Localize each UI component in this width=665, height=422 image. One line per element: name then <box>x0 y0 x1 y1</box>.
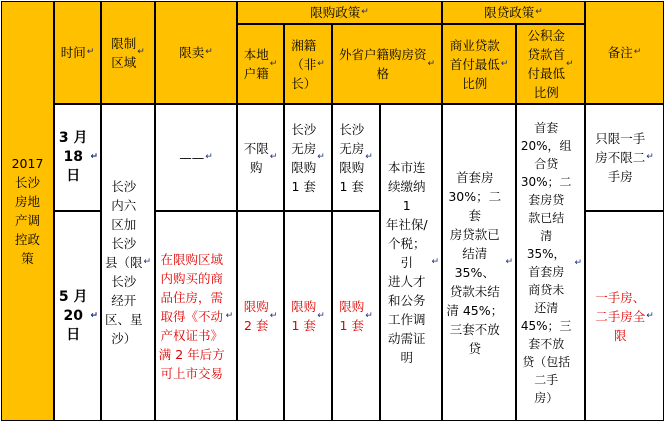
group-header-purchase-limit: 限购政策 ↵ <box>237 1 442 24</box>
row-may20-hunan-text: 限购 1 套 <box>291 299 317 333</box>
header-hunan-household: 湘籍 （非 长） ↵ <box>284 24 332 104</box>
row-march18-time: 3 月 18 日 ↵ <box>54 104 101 211</box>
header-time: 时间 ↵ <box>54 1 101 104</box>
header-provident-fund: 公积金 贷款首 付最低 比例 ↵ <box>516 24 585 104</box>
row-may20-out-of-province-text: 限购 1 套 <box>339 299 365 333</box>
shared-provident-fund-text: 首套 20%，组 合贷 30%；二 套房贷 款已结 清 35%， 首套房 商贷未 还清 45%；三 套不放 贷（包括 二手 房） <box>520 120 572 405</box>
header-remarks: 备注 ↵ <box>585 1 664 104</box>
header-hunan-household-text: 湘籍 （非 长） <box>291 37 317 91</box>
header-sale-limit: 限卖 ↵ <box>155 1 237 104</box>
header-provident-fund-text: 公积金 贷款首 付最低 比例 <box>527 28 565 100</box>
group-header-purchase-limit-text: 限购政策 <box>310 5 361 20</box>
row-march18-out-of-province: 长沙 无房 限购 1 套 ↵ <box>332 104 380 211</box>
policy-row-label-text: 2017 长沙 房地 产调 控政 策 <box>11 156 44 266</box>
header-local-household: 本地 户籍 ↵ <box>237 24 284 104</box>
shared-provident-fund: 首套 20%，组 合贷 30%；二 套房贷 款已结 清 35%， 首套房 商贷未 还清 45%；三 套不放 贷（包括 二手 房） ↵ <box>516 104 585 421</box>
shared-commercial-loan-text: 首套房 30%；二套 房贷款已 结清 35%、 贷款未结 清 45%； 三套不放 贷 <box>446 169 504 356</box>
row-march18-sale-limit: —— ↵ <box>155 104 237 211</box>
header-restricted-area-text: 限制 区域 <box>111 35 137 70</box>
row-march18-time-text: 3 月 18 日 <box>58 130 88 184</box>
group-header-loan-limit-text: 限贷政策 <box>484 5 535 20</box>
header-local-household-text: 本地 户籍 <box>243 47 269 81</box>
header-restricted-area: 限制 区域 ↵ <box>101 1 155 104</box>
shared-out-of-province-requirement: 本市连 续缴纳 1 年社保/ 个税；引 进人才 和公务 工作调 动需证 明 ↵ <box>380 104 442 421</box>
header-sale-limit-text: 限卖 <box>179 45 205 60</box>
row-march18-remarks: 只限一手 房不限二 手房 ↵ <box>585 104 664 211</box>
row-may20-local-text: 限购 2 套 <box>243 299 269 333</box>
row-may20-sale-limit: 在限购区域 内购买的商 品住房，需 取得《不动 产权证书》 满 2 年后方 可上市交易 ↵ <box>155 211 237 421</box>
row-may20-local: 限购 2 套 ↵ <box>237 211 284 421</box>
header-remarks-text: 备注 <box>607 45 633 60</box>
row-march18-remarks-text: 只限一手 房不限二 手房 <box>595 131 646 184</box>
row-may20-sale-limit-text: 在限购区域 内购买的商 品住房，需 取得《不动 产权证书》 满 2 年后方 可上市交易 <box>158 251 225 381</box>
shared-commercial-loan: 首套房 30%；二套 房贷款已 结清 35%、 贷款未结 清 45%； 三套不放 贷 ↵ <box>442 104 516 421</box>
row-march18-sale-limit-text: —— <box>179 150 205 165</box>
row-may20-time-text: 5 月 20 日 <box>58 288 88 343</box>
row-may20-hunan: 限购 1 套 ↵ <box>284 211 332 421</box>
row-march18-local: 不限 购 ↵ <box>237 104 284 211</box>
header-out-of-province-text: 外省户籍购房资 格 <box>338 47 427 81</box>
row-may20-remarks: 一手房、 二手房全 限 ↵ <box>585 211 664 421</box>
row-march18-out-of-province-text: 长沙 无房 限购 1 套 <box>339 121 365 194</box>
row-march18-hunan: 长沙 无房 限购 1 套 ↵ <box>284 104 332 211</box>
shared-out-of-province-requirement-text: 本市连 续缴纳 1 年社保/ 个税；引 进人才 和公务 工作调 动需证 明 <box>385 160 428 365</box>
row-may20-time: 5 月 20 日 ↵ <box>54 211 101 421</box>
shared-restricted-area: 长沙 内六 区加 长沙 县（限 长沙 经开 区、星 沙） ↵ <box>101 104 155 421</box>
row-march18-local-text: 不限 购 <box>243 140 269 175</box>
header-out-of-province: 外省户籍购房资 格 ↵ <box>332 24 442 104</box>
header-commercial-loan: 商业贷款 首付最低 比例 ↵ <box>442 24 516 104</box>
header-time-text: 时间 <box>60 45 86 60</box>
group-header-loan-limit: 限贷政策 ↵ <box>442 1 585 24</box>
policy-row-label <box>1 1 54 421</box>
shared-restricted-area-text: 长沙 内六 区加 长沙 县（限 长沙 经开 区、星 沙） <box>104 179 143 346</box>
row-march18-hunan-text: 长沙 无房 限购 1 套 <box>291 121 317 194</box>
row-may20-remarks-text: 一手房、 二手房全 限 <box>595 289 646 343</box>
row-may20-out-of-province: 限购 1 套 ↵ <box>332 211 380 421</box>
header-commercial-loan-text: 商业贷款 首付最低 比例 <box>449 37 500 91</box>
